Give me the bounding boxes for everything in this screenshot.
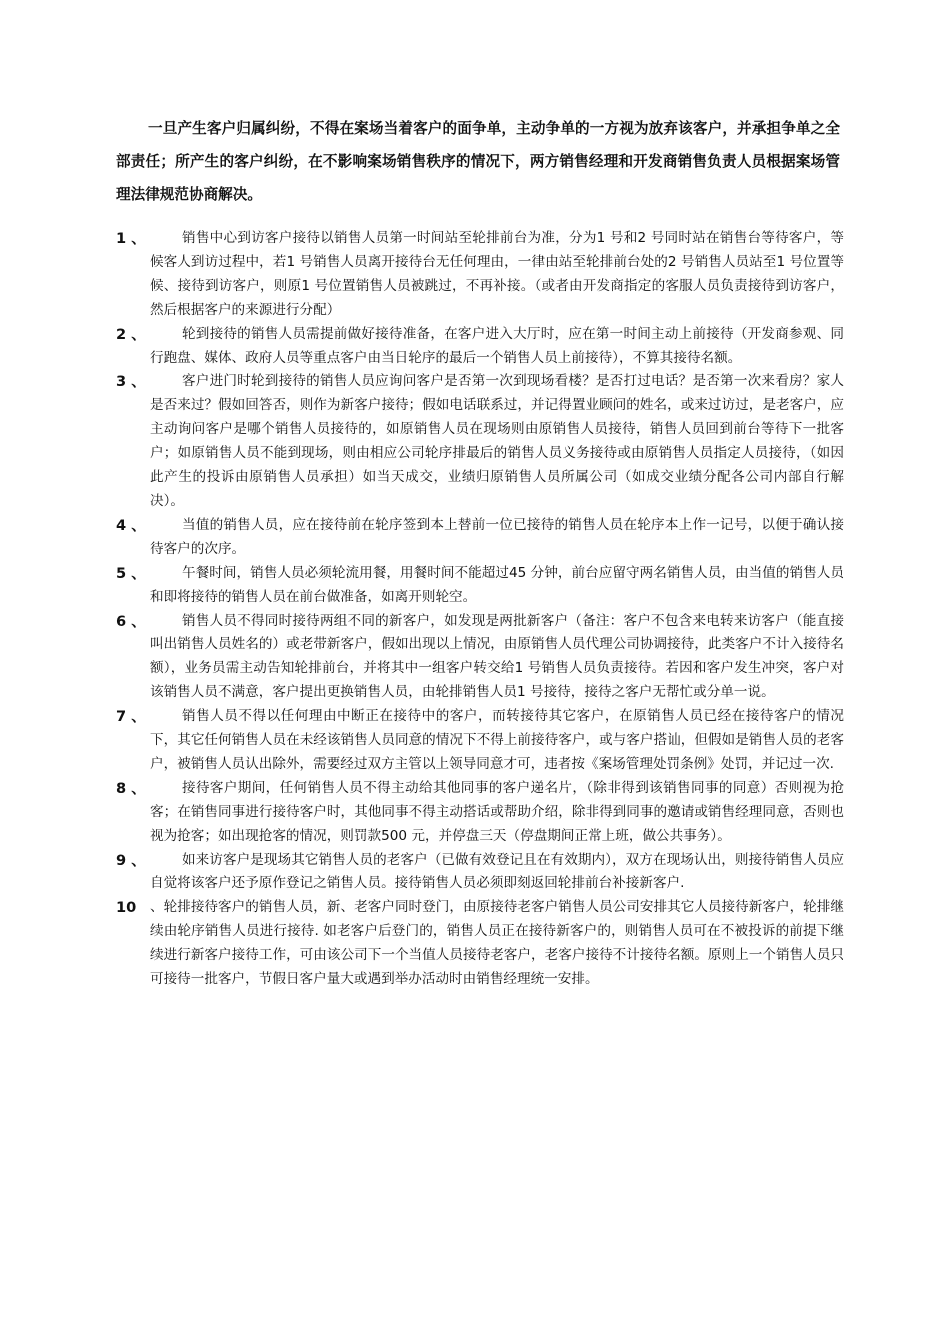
rule-item-9 — [116, 849, 844, 897]
rules-list — [116, 227, 844, 992]
rule-number: 4 、 — [116, 516, 146, 534]
rule-number: 7 、 — [116, 708, 146, 726]
rule-number: 5 、 — [116, 564, 146, 582]
rule-text: 如来访客户是现场其它销售人员的老客户（已做有效登记且在有效期内），双方在现场认出，则接待销售人员应自觉将该客户还予原作登记之销售人员。接待销售人员必须即刻返回轮排前台补接新客户. — [150, 851, 844, 892]
rule-item-3 — [116, 370, 844, 513]
rule-number: 8 、 — [116, 779, 146, 797]
rule-item-5 — [116, 562, 844, 610]
rule-item-8 — [116, 777, 844, 849]
rule-text: 销售人员不得以任何理由中断正在接待中的客户，而转接待其它客户，在原销售人员已经在接待客户的情况下，其它任何销售人员在未经该销售人员同意的情况下不得上前接待客户，或与客户搭讪，但假如是销售人员的老客户，被销售人员认出除外，需要经过双方主管以上领导同意才可，违者按《案场管理处罚条例》处罚，并记过一次. — [150, 708, 844, 772]
rule-number: 1 、 — [116, 230, 146, 247]
rule-text: 当值的销售人员，应在接待前在轮序签到本上替前一位已接待的销售人员在轮序本上作一记号，以便于确认接待客户的次序。 — [150, 516, 844, 557]
rule-item-10 — [116, 896, 844, 992]
rule-number: 2 、 — [116, 325, 146, 343]
rule-item-7 — [116, 705, 844, 777]
rule-number: 10 — [116, 899, 137, 917]
rule-item-4 — [116, 514, 844, 562]
rule-text: 午餐时间，销售人员必须轮流用餐，用餐时间不能超过45 分钟，前台应留守两名销售人员，由当值的销售人员和即将接待的销售人员在前台做准备，如离开则轮空。 — [150, 564, 844, 605]
rule-item-2 — [116, 323, 844, 371]
rule-text: 销售人员不得同时接待两组不同的新客户，如发现是两批新客户（备注：客户不包含来电转来访客户（能直接叫出销售人员姓名的）或老带新客户，假如出现以上情况，由原销售人员代理公司协调接待，此类客户不计入接待名额），业务员需主动告知轮排前台，并将其中一组客户转交给1 号销售人员负责接待。若因和客户发生冲突，客户对该销售人员不满意，客户提出更换销售人员，由轮排销售人员1 号接待，接待之客户无帮忙或分单一说。 — [150, 612, 844, 701]
rule-number: 9 、 — [116, 851, 146, 869]
rule-item-1 — [116, 227, 844, 323]
rule-text: 接待客户期间，任何销售人员不得主动给其他同事的客户递名片，（除非得到该销售同事的同意）否则视为抢客；在销售同事进行接待客户时，其他同事不得主动搭话或帮助介绍，除非得到同事的邀请或销售经理同意，否则也视为抢客；如出现抢客的情况，则罚款500 元，并停盘三天（停盘期间正常上班，做公共事务）。 — [150, 779, 844, 844]
rule-number: 6 、 — [116, 612, 146, 630]
rule-number: 3 、 — [116, 373, 146, 391]
rule-text: 客户进门时轮到接待的销售人员应询问客户是否第一次到现场看楼？是否打过电话？是否第一次来看房？家人是否来过？假如回答否，则作为新客户接待；假如电话联系过，并记得置业顾问的姓名，或来过访过，是老客户，应主动询问客户是哪个销售人员接待的，如原销售人员在现场则由原销售人员接待，销售人员回到前台等待下一批客户；如原销售人员不能到现场，则由相应公司轮序排最后的销售人员义务接待或由原销售人员指定人员接待，（如因此产生的投诉由原销售人员承担）如当天成交，业绩归原销售人员所属公司（如成交业绩分配各公司内部自行解决）。 — [150, 373, 844, 509]
rule-text: 销售中心到访客户接待以销售人员第一时间站至轮排前台为准，分为1 号和2 号同时站在销售台等待客户，等候客人到访过程中，若1 号销售人员离开接待台无任何理由，一律由站至轮排前台处的2 号销售人员站至1 号位置等候、接待到访客户，则原1 号位置销售人员被跳过，不再补接。（或者由开发商指定的客服人员负责接待到访客户，然后根据客户的来源进行分配） — [150, 230, 844, 318]
rule-text: 轮到接待的销售人员需提前做好接待准备，在客户进入大厅时，应在第一时间主动上前接待（开发商参观、同行跑盘、媒体、政府人员等重点客户由当日轮序的最后一个销售人员上前接待），不算其接待名额。 — [150, 325, 844, 366]
intro-paragraph: 一旦产生客户归属纠纷，不得在案场当着客户的面争单，主动争单的一方视为放弃该客户，并承担争单之全部责任；所产生的客户纠纷，在不影响案场销售秩序的情况下，两方销售经理和开发商销售负责人员根据案场管理法律规范协商解决。 — [116, 120, 840, 203]
rule-text: 、轮排接待客户的销售人员，新、老客户同时登门，由原接待老客户销售人员公司安排其它人员接待新客户，轮排继续由轮序销售人员进行接待. 如老客户后登门的，销售人员正在接待新客户的，则销售人员可在不被投诉的前提下继续进行新客户接待工作，可由该公司下一个当值人员接待老客户，老客户接待不计接待名额。原则上一个销售人员只可接待一批客户，节假日客户量大或遇到举办活动时由销售经理统一安排。 — [150, 899, 844, 988]
rule-item-6 — [116, 610, 844, 706]
